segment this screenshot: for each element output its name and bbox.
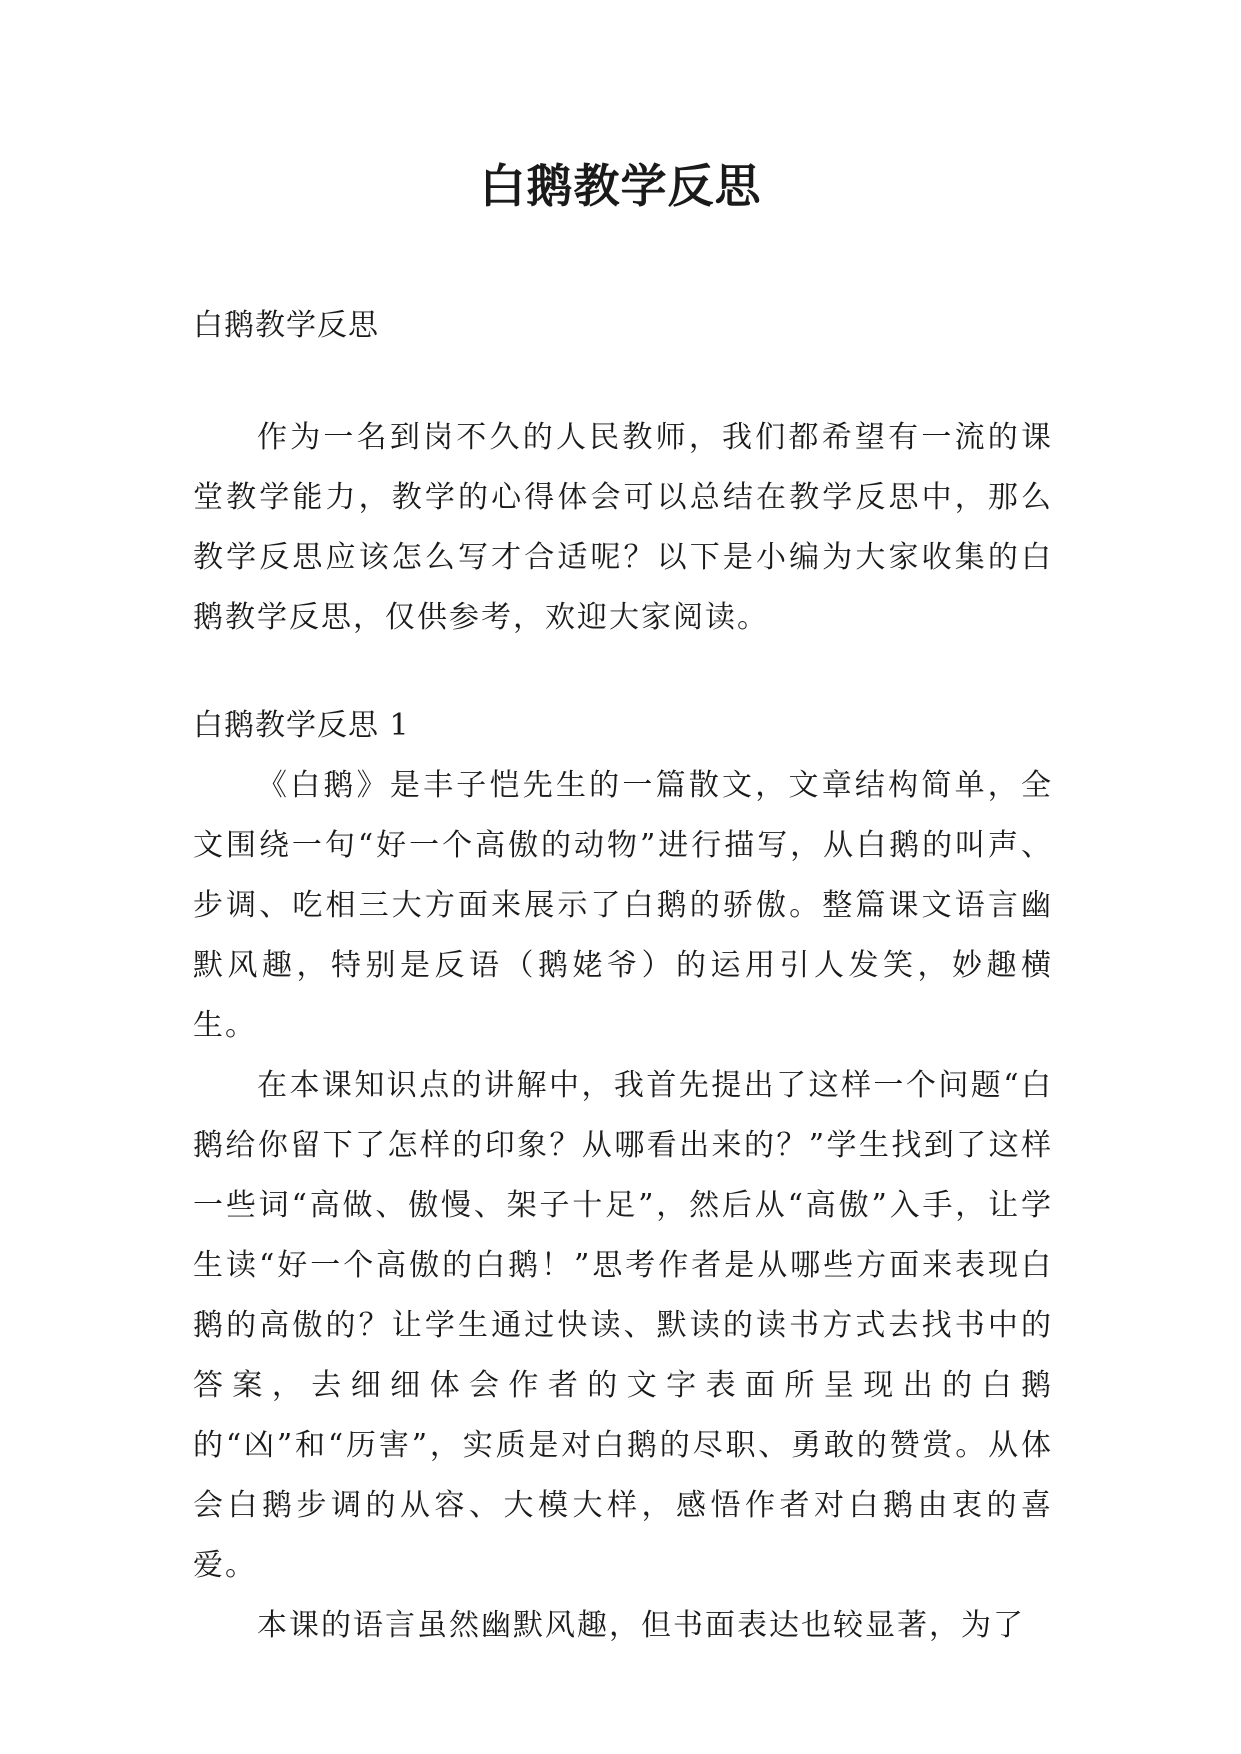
body-paragraph: 在本课知识点的讲解中，我首先提出了这样一个问题“白鹅给你留下了怎样的印象？从哪看出来的？”学生找到了这样一些词“高做、傲慢、架子十足”，然后从“高傲”入手，让学生读“好一个高傲的白鹅！”思考作者是从哪些方面来表现白鹅的高傲的？让学生通过快读、默读的读书方式去找书中的答案，去细细体会作者的文字表面所呈现出的白鹅的“凶”和“历害”，实质是对白鹅的尽职、勇敢的赞赏。从体会白鹅步调的从容、大模大样，感悟作者对白鹅由衷的喜爱。 bbox=[193, 1068, 1053, 1583]
document-body bbox=[193, 296, 1053, 1656]
section-heading: 白鹅教学反思 1 bbox=[193, 708, 410, 743]
document-subtitle: 白鹅教学反思 bbox=[193, 308, 379, 343]
body-paragraph: 本课的语言虽然幽默风趣，但书面表达也较显著，为了 bbox=[257, 1608, 1025, 1643]
intro-paragraph: 作为一名到岗不久的人民教师，我们都希望有一流的课堂教学能力，教学的心得体会可以总结在教学反思中，那么教学反思应该怎么写才合适呢？以下是小编为大家收集的白鹅教学反思，仅供参考，欢迎大家阅读。 bbox=[193, 420, 1053, 635]
spacer bbox=[193, 356, 1053, 408]
document-title: 白鹅教学反思 bbox=[479, 159, 762, 213]
body-paragraph: 《白鹅》是丰子恺先生的一篇散文，文章结构简单，全文围绕一句“好一个高傲的动物”进行描写，从白鹅的叫声、步调、吃相三大方面来展示了白鹅的骄傲。整篇课文语言幽默风趣，特别是反语（鹅姥爷）的运用引人发笑，妙趣横生。 bbox=[193, 768, 1053, 1043]
spacer bbox=[193, 648, 1053, 696]
